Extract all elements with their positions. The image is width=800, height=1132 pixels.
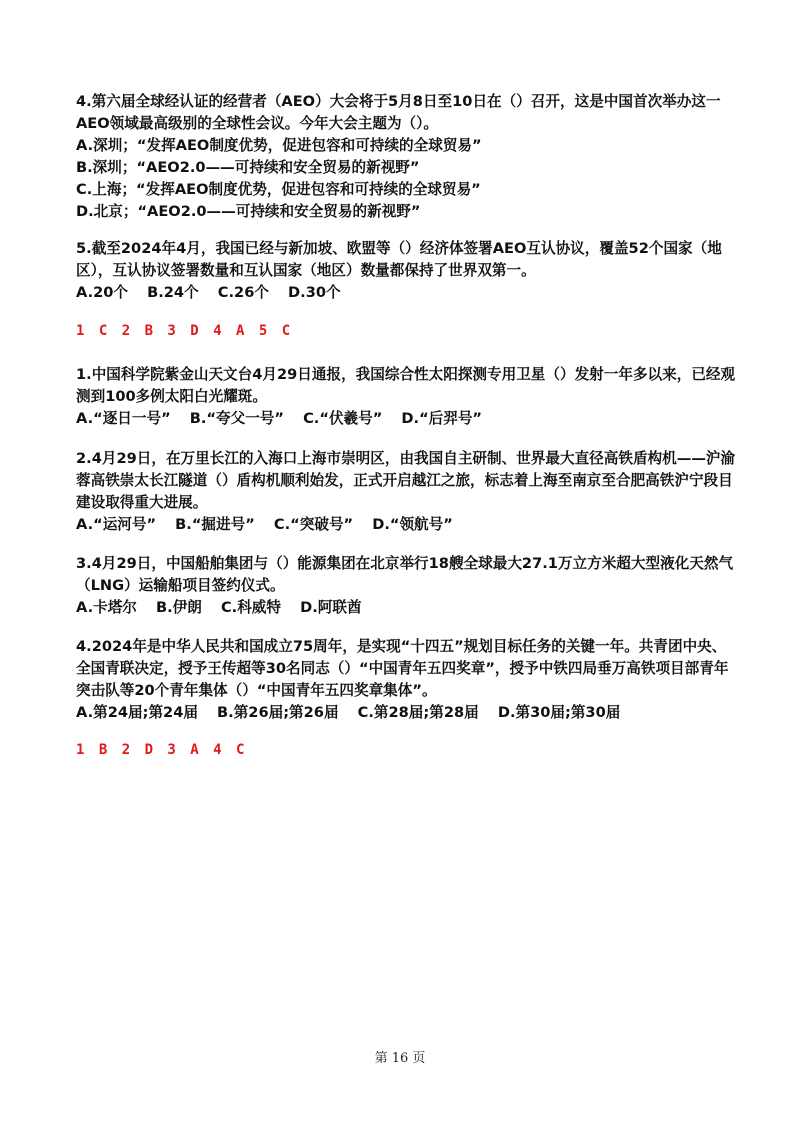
- question-youth-medal: [76, 636, 736, 724]
- option-b: B.深圳；“AEO2.0——可持续和安全贸易的新视野”: [76, 159, 420, 176]
- question-stem: 5.截至2024年4月，我国已经与新加坡、欧盟等（）经济体签署AEO互认协议，覆盖52个国家（地区），互认协议签署数量和互认国家（地区）数量都保持了世界双第一。: [76, 240, 722, 279]
- option-a: A.“逐日一号”: [76, 410, 171, 427]
- question-stem: 1.中国科学院紫金山天文台4月29日通报，我国综合性太阳探测专用卫星（）发射一年多以来，已经观测到100多例太阳白光耀斑。: [76, 366, 736, 405]
- question-options: [76, 597, 736, 619]
- question-options: [76, 282, 736, 304]
- question-stem: 4.2024年是中华人民共和国成立75周年，是实现“十四五”规划目标任务的关键一年。共青团中央、全国青联决定，授予王传超等30名同志（）“中国青年五四奖章”，授予中铁四局垂万高铁项目部青年突击队等20个青年集体（）“中国青年五四奖章集体”。: [76, 638, 729, 699]
- page-number: 第 16 页: [374, 1051, 426, 1066]
- question-stem: 4.第六届全球经认证的经营者（AEO）大会将于5月8日至10日在（）召开，这是中国首次举办这一AEO领域最高级别的全球性会议。今年大会主题为（）。: [76, 93, 721, 132]
- option-b: B.“掘进号”: [175, 516, 255, 533]
- option-b: B.24个: [147, 284, 199, 301]
- option-d: D.第30届;第30届: [497, 704, 621, 721]
- option-c: C.科威特: [220, 599, 281, 616]
- option-c: C.“突破号”: [273, 516, 354, 533]
- question-solar-satellite: [76, 364, 736, 430]
- question-stem: 2.4月29日，在万里长江的入海口上海市崇明区，由我国自主研制、世界最大直径高铁盾构机——沪渝蓉高铁崇太长江隧道（）盾构机顺利始发，正式开启越江之旅，标志着上海至南京至合肥高铁沪宁段目建设取得重大进展。: [76, 450, 736, 511]
- question-options: [76, 135, 736, 223]
- option-b: B.“夸父一号”: [189, 410, 284, 427]
- question-options: [76, 702, 736, 724]
- question-aeo-agreements: [76, 238, 736, 304]
- option-a: A.20个: [76, 284, 129, 301]
- option-a: A.“运河号”: [76, 516, 157, 533]
- question-stem: 3.4月29日，中国船舶集团与（）能源集团在北京举行18艘全球最大27.1万立方米超大型液化天然气（LNG）运输船项目签约仪式。: [76, 555, 734, 594]
- option-c: C.第28届;第28届: [357, 704, 479, 721]
- option-d: D.北京；“AEO2.0——可持续和安全贸易的新视野”: [76, 203, 421, 220]
- option-b: B.第26届;第26届: [217, 704, 339, 721]
- answer-key-section1: 1 C 2 B 3 D 4 A 5 C: [76, 323, 294, 339]
- question-options: [76, 514, 736, 536]
- option-a: A.深圳；“发挥AEO制度优势，促进包容和可持续的全球贸易”: [76, 137, 482, 154]
- question-options: [76, 408, 736, 430]
- option-d: D.“领航号”: [372, 516, 453, 533]
- option-b: B.伊朗: [156, 599, 202, 616]
- option-a: A.第24届;第24届: [76, 704, 198, 721]
- option-a: A.卡塔尔: [76, 599, 137, 616]
- option-c: C.26个: [217, 284, 269, 301]
- option-d: D.“后羿号”: [401, 410, 483, 427]
- question-lng-carrier: [76, 553, 736, 619]
- question-tunnel-boring-machine: [76, 448, 736, 536]
- option-d: D.阿联酋: [300, 599, 362, 616]
- question-aeo-conference: [76, 91, 736, 223]
- option-c: C.上海；“发挥AEO制度优势，促进包容和可持续的全球贸易”: [76, 181, 481, 198]
- answer-key-section2: 1 B 2 D 3 A 4 C: [76, 742, 248, 758]
- option-c: C.“伏羲号”: [303, 410, 383, 427]
- option-d: D.30个: [288, 284, 341, 301]
